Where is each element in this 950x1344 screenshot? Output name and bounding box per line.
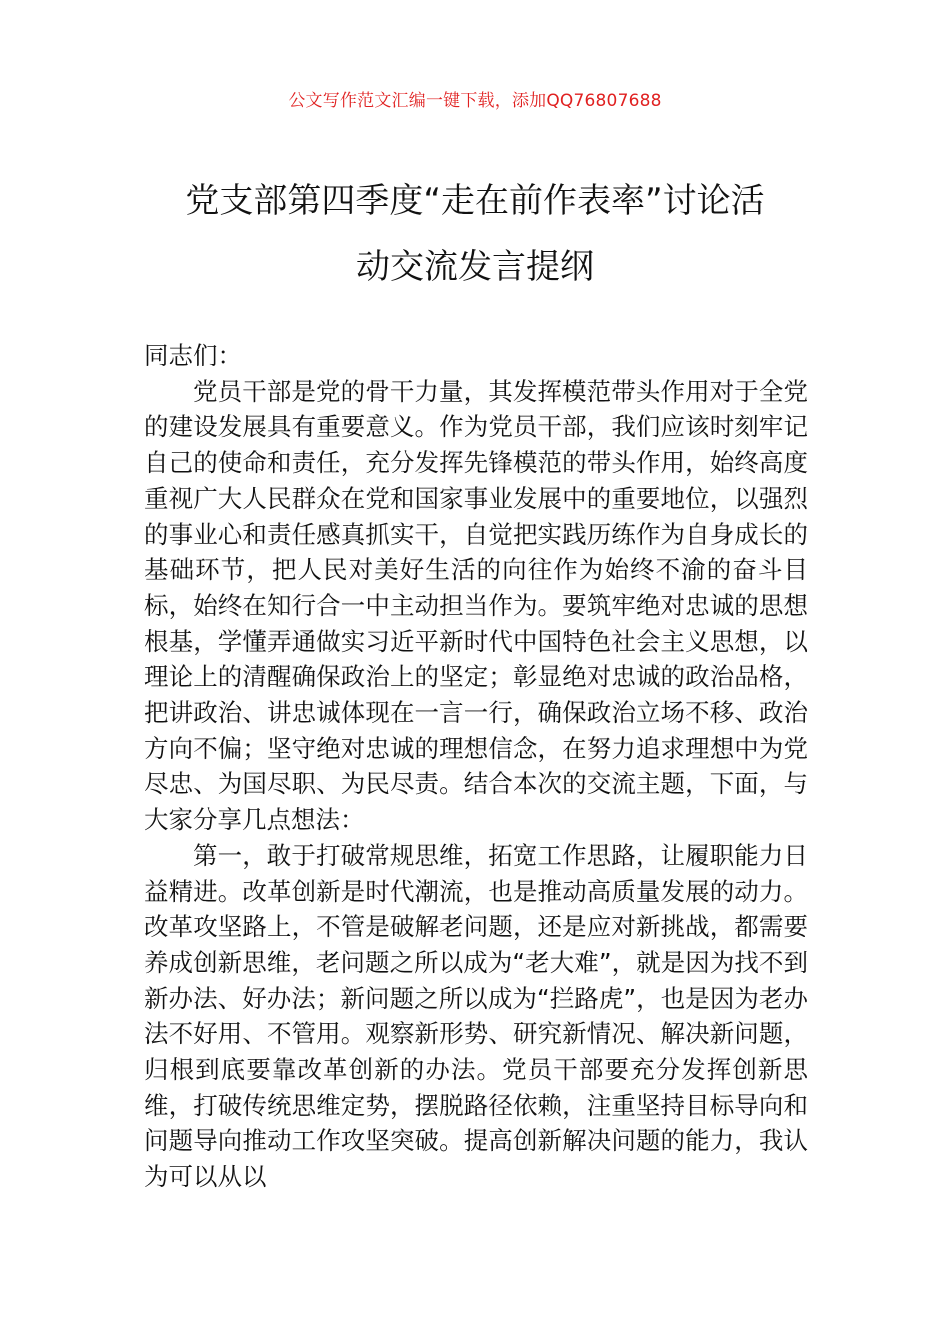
document-body <box>144 338 808 1195</box>
title-line-2: 动交流发言提纲 <box>356 247 594 287</box>
document-title <box>140 168 810 300</box>
salutation: 同志们： <box>144 341 242 370</box>
title-line-1: 党支部第四季度“走在前作表率”讨论活 <box>185 181 765 221</box>
download-promo-note: 公文写作范文汇编一键下载，添加QQ76807688 <box>288 91 662 111</box>
paragraph-first-point: 第一，敢于打破常规思维，拓宽工作思路，让履职能力日益精进。改革创新是时代潮流，也是推动高质量发展的动力。改革攻坚路上，不管是破解老问题，还是应对新挑战，都需要养成创新思维，老问题之所以成为“老大难”，就是因为找不到新办法、好办法；新问题之所以成为“拦路虎”，也是因为老办法不好用、不管用。观察新形势、研究新情况、解决新问题，归根到底要靠改革创新的办法。党员干部要充分发挥创新思维，打破传统思维定势，摆脱路径依赖，注重坚持目标导向和问题导向推动工作攻坚突破。提高创新解决问题的能力，我认为可以从以 <box>144 840 808 1192</box>
paragraph-intro: 党员干部是党的骨干力量，其发挥模范带头作用对于全党的建设发展具有重要意义。作为党员干部，我们应该时刻牢记自己的使命和责任，充分发挥先锋模范的带头作用，始终高度重视广大人民群众在党和国家事业发展中的重要地位，以强烈的事业心和责任感真抓实干，自觉把实践历练作为自身成长的基础环节，把人民对美好生活的向往作为始终不渝的奋斗目标，始终在知行合一中主动担当作为。要筑牢绝对忠诚的思想根基，学懂弄通做实习近平新时代中国特色社会主义思想，以理论上的清醒确保政治上的坚定；彰显绝对忠诚的政治品格，把讲政治、讲忠诚体现在一言一行，确保政治立场不移、政治方向不偏；坚守绝对忠诚的理想信念，在努力追求理想中为党尽忠、为国尽职、为民尽责。结合本次的交流主题，下面，与大家分享几点想法： <box>144 376 808 835</box>
